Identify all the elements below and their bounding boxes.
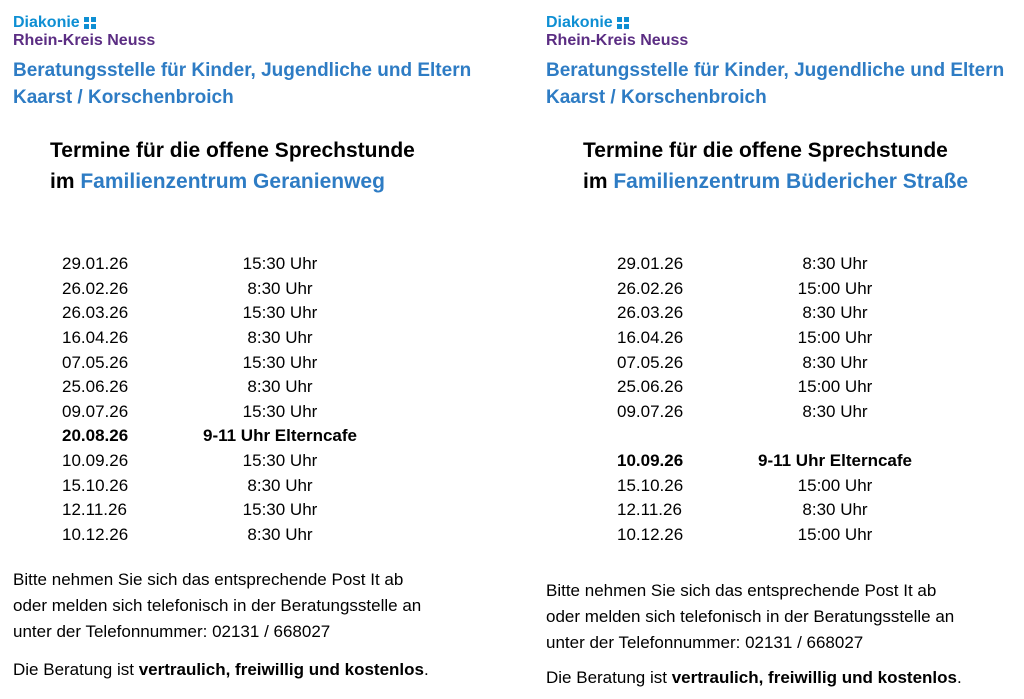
closing-prefix: Die Beratung ist (546, 668, 672, 687)
time-cell: 15:30 Uhr (242, 401, 318, 421)
time-cell: 8:30 Uhr (247, 328, 313, 348)
heading-line-1: Termine für die offene Sprechstunde (50, 139, 415, 162)
time-cell: 8:30 Uhr (802, 303, 868, 323)
date-cell: 20.08.26 (62, 426, 129, 446)
closing-prefix: Die Beratung ist (13, 660, 139, 679)
date-cell: 29.01.26 (617, 254, 684, 274)
venue-name: Familienzentrum Büdericher Straße (613, 170, 969, 193)
time-cell: 15:00 Uhr (797, 278, 873, 298)
date-cell: 12.11.26 (62, 500, 127, 520)
heading-line-2 (50, 166, 415, 197)
diakonie-logo (546, 14, 688, 51)
time-cell: 15:30 Uhr (242, 254, 318, 274)
schedule-row (50, 473, 390, 498)
closing-line (546, 668, 962, 688)
date-cell: 16.04.26 (617, 328, 684, 348)
schedule-row (50, 277, 390, 302)
date-cell: 15.10.26 (617, 475, 684, 495)
schedule-row (50, 400, 390, 425)
schedule-row (50, 252, 390, 277)
date-cell: 26.02.26 (617, 278, 684, 298)
schedule-row (50, 375, 390, 400)
schedule-row (50, 449, 390, 474)
time-cell: 8:30 Uhr (247, 524, 313, 544)
office-line-2: Kaarst / Korschenbroich (546, 87, 767, 108)
closing-suffix: . (423, 660, 429, 679)
time-cell: 8:30 Uhr (802, 500, 868, 520)
date-cell: 16.04.26 (62, 328, 129, 348)
closing-emphasis: vertraulich, freiwillig und kostenlos (671, 668, 957, 687)
schedule-spacer (605, 424, 945, 449)
schedule-row (50, 523, 390, 548)
cross-icon (84, 17, 96, 29)
logo-region: Rhein-Kreis Neuss (13, 32, 156, 49)
schedule-row (605, 326, 945, 351)
schedule-table (605, 252, 945, 547)
closing-line (13, 660, 429, 680)
office-line-2: Kaarst / Korschenbroich (13, 87, 234, 108)
time-cell: 9-11 Uhr Elterncafe (757, 451, 912, 471)
date-cell: 26.02.26 (62, 278, 129, 298)
logo-brand (546, 14, 688, 32)
office-name (13, 57, 471, 111)
date-cell: 12.11.26 (617, 500, 682, 520)
schedule-row (605, 498, 945, 523)
note-line-1: Bitte nehmen Sie sich das entsprechende Post It ab (546, 581, 937, 600)
time-cell: 9-11 Uhr Elterncafe (202, 426, 357, 446)
time-cell: 8:30 Uhr (802, 401, 868, 421)
note-line-3: unter der Telefonnummer: 02131 / 668027 (13, 622, 331, 641)
office-line-1: Beratungsstelle für Kinder, Jugendliche und Eltern (546, 60, 1005, 81)
note-line-2: oder melden sich telefonisch in der Beratungsstelle an (13, 596, 422, 615)
date-cell: 15.10.26 (62, 475, 129, 495)
note-line-2: oder melden sich telefonisch in der Beratungsstelle an (546, 607, 955, 626)
date-cell: 07.05.26 (617, 352, 684, 372)
schedule-row (50, 301, 390, 326)
time-cell: 8:30 Uhr (247, 278, 313, 298)
time-cell: 15:30 Uhr (242, 451, 318, 471)
diakonie-logo (13, 14, 155, 51)
schedule-row (605, 523, 945, 548)
date-cell: 26.03.26 (617, 303, 684, 323)
date-cell: 10.09.26 (617, 451, 684, 471)
date-cell: 25.06.26 (62, 377, 129, 397)
page-title (583, 135, 968, 197)
closing-emphasis: vertraulich, freiwillig und kostenlos (138, 660, 424, 679)
time-cell: 15:30 Uhr (242, 500, 318, 520)
schedule-row (605, 301, 945, 326)
closing-suffix: . (956, 668, 962, 687)
schedule-row (605, 277, 945, 302)
time-cell: 15:00 Uhr (797, 524, 873, 544)
time-cell: 8:30 Uhr (802, 352, 868, 372)
time-cell: 15:00 Uhr (797, 377, 873, 397)
date-cell: 10.12.26 (617, 524, 684, 544)
heading-prefix: im (583, 170, 608, 193)
note-line-1: Bitte nehmen Sie sich das entsprechende Post It ab (13, 570, 404, 589)
logo-brand (13, 14, 155, 32)
schedule-row (605, 400, 945, 425)
page-title (50, 135, 415, 197)
heading-line-1: Termine für die offene Sprechstunde (583, 139, 948, 162)
heading-prefix: im (50, 170, 75, 193)
time-cell: 15:00 Uhr (797, 475, 873, 495)
schedule-table (50, 252, 390, 547)
date-cell: 25.06.26 (617, 377, 684, 397)
time-cell: 15:30 Uhr (242, 303, 318, 323)
date-cell: 29.01.26 (62, 254, 129, 274)
right-flyer (533, 0, 1024, 699)
schedule-row (50, 350, 390, 375)
date-cell: 09.07.26 (62, 401, 129, 421)
time-cell: 8:30 Uhr (247, 377, 313, 397)
date-cell: 26.03.26 (62, 303, 129, 323)
logo-brand-text: Diakonie (13, 14, 80, 31)
contact-note (13, 567, 421, 645)
time-cell: 15:00 Uhr (797, 328, 873, 348)
date-cell: 10.09.26 (62, 451, 129, 471)
heading-line-2 (583, 166, 968, 197)
left-flyer (0, 0, 500, 699)
date-cell: 09.07.26 (617, 401, 684, 421)
date-cell: 10.12.26 (62, 524, 129, 544)
cross-icon (617, 17, 629, 29)
time-cell: 8:30 Uhr (247, 475, 313, 495)
office-line-1: Beratungsstelle für Kinder, Jugendliche und Eltern (13, 60, 472, 81)
schedule-row (605, 375, 945, 400)
time-cell: 15:30 Uhr (242, 352, 318, 372)
date-cell: 07.05.26 (62, 352, 129, 372)
schedule-row-elterncafe (50, 424, 390, 449)
schedule-row-elterncafe (605, 449, 945, 474)
schedule-row (50, 326, 390, 351)
contact-note (546, 578, 954, 656)
note-line-3: unter der Telefonnummer: 02131 / 668027 (546, 633, 864, 652)
time-cell: 8:30 Uhr (802, 254, 868, 274)
venue-name: Familienzentrum Geranienweg (80, 170, 385, 193)
office-name (546, 57, 1004, 111)
logo-brand-text: Diakonie (546, 14, 613, 31)
schedule-row (605, 473, 945, 498)
schedule-row (50, 498, 390, 523)
schedule-row (605, 252, 945, 277)
schedule-row (605, 350, 945, 375)
logo-region: Rhein-Kreis Neuss (546, 32, 689, 49)
